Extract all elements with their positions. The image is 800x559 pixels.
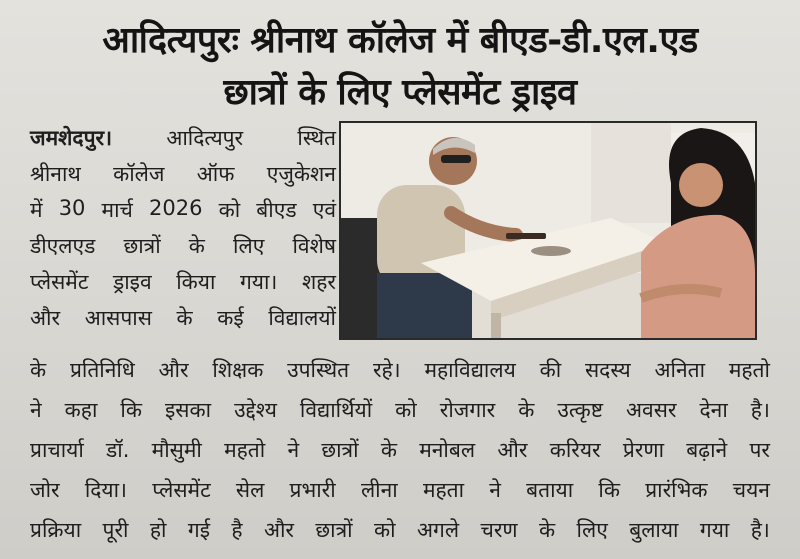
word: उपस्थित — [287, 358, 350, 382]
word: बढ़ाने — [686, 438, 728, 462]
word: लीना — [360, 478, 398, 502]
word: आसपास — [84, 306, 152, 330]
word: के — [380, 438, 397, 462]
word: है — [231, 518, 243, 542]
word: बीएड — [256, 198, 297, 222]
word: छात्रों — [315, 518, 353, 542]
word: अगले — [416, 518, 460, 542]
word: और — [158, 358, 189, 382]
word: विशेष — [292, 234, 336, 258]
word: सदस्य — [584, 358, 631, 382]
word: आदित्यपुर — [166, 126, 244, 150]
word: उत्कृष्ट — [557, 398, 603, 422]
word: प्रभारी — [289, 478, 336, 502]
word: देना — [699, 398, 728, 422]
word: लिए — [576, 518, 608, 542]
word: प्लेसमेंट — [152, 478, 211, 502]
word: किया — [176, 270, 216, 294]
word: कई — [217, 306, 244, 330]
word: प्राचार्या — [30, 438, 84, 462]
word: छात्रों — [321, 438, 359, 462]
word: रहे। — [372, 358, 401, 382]
word: लिए — [233, 234, 265, 258]
article-line — [30, 356, 770, 384]
word: कि — [120, 398, 142, 422]
word: श्रीनाथ — [30, 162, 81, 186]
word: है। — [750, 518, 770, 542]
word: बताया — [526, 478, 574, 502]
word: को — [395, 398, 417, 422]
word: में — [30, 198, 43, 222]
word: और — [30, 306, 61, 330]
article-line — [30, 304, 336, 332]
word: ने — [30, 398, 42, 422]
word: को — [374, 518, 396, 542]
word: विद्यालयों — [268, 306, 336, 330]
word: के — [518, 398, 535, 422]
word: उद्देश्य — [234, 398, 277, 422]
word: महाविद्यालय — [424, 358, 516, 382]
word: चयन — [732, 478, 770, 502]
word: की — [539, 358, 562, 382]
word: प्रारंभिक — [645, 478, 708, 502]
word: पूरी — [102, 518, 129, 542]
article-line — [30, 124, 336, 152]
word: के — [176, 306, 193, 330]
word: जोर — [30, 478, 60, 502]
word: ड्राइव — [112, 270, 152, 294]
word: प्रतिनिधि — [69, 358, 135, 382]
word: इसका — [165, 398, 212, 422]
word: मार्च — [101, 198, 133, 222]
article-line — [30, 160, 336, 188]
word: मनोबल — [419, 438, 476, 462]
word: मौसुमी — [151, 438, 202, 462]
word: को — [218, 198, 241, 222]
word: ने — [489, 478, 501, 502]
word: ने — [287, 438, 300, 462]
word: रोजगार — [439, 398, 496, 422]
word: अनिता — [654, 358, 706, 382]
article-line — [30, 196, 336, 224]
article-line — [30, 436, 770, 464]
word: प्रेरणा — [622, 438, 665, 462]
word: महतो — [728, 358, 770, 382]
article-line — [30, 396, 770, 424]
word: विद्यार्थियों — [299, 398, 373, 422]
headline-line-2: छात्रों के लिए प्लेसमेंट ड्राइव — [223, 72, 577, 113]
word: शिक्षक — [212, 358, 264, 382]
word: महता — [422, 478, 465, 502]
word: एवं — [312, 198, 336, 222]
word: है। — [750, 398, 770, 422]
word: हो — [149, 518, 167, 542]
word: अवसर — [626, 398, 677, 422]
word: के — [538, 518, 556, 542]
word: के — [188, 234, 205, 258]
word: 30 — [58, 196, 86, 220]
word: ऑफ — [196, 162, 235, 186]
word: दिया। — [84, 478, 128, 502]
word: कॉलेज — [113, 162, 165, 186]
word: गई — [187, 518, 211, 542]
word: कहा — [64, 398, 98, 422]
word: और — [497, 438, 528, 462]
article-line — [30, 268, 336, 296]
word: कि — [598, 478, 620, 502]
word: 2026 — [149, 196, 203, 220]
word: स्थित — [297, 126, 336, 150]
word: चरण — [480, 518, 518, 542]
word: पर — [749, 438, 770, 462]
article-photo — [339, 121, 757, 340]
photo-interview-scene — [341, 123, 755, 338]
word: महतो — [224, 438, 266, 462]
word: और — [263, 518, 295, 542]
article-line — [30, 232, 336, 260]
word: प्लेसमेंट — [30, 270, 89, 294]
word: डीएलएड — [30, 234, 96, 258]
dateline: जमशेदपुर। — [30, 126, 113, 150]
word: एजुकेशन — [266, 162, 336, 186]
word: छात्रों — [123, 234, 161, 258]
word: सेल — [235, 478, 265, 502]
word: गया। — [239, 270, 278, 294]
word: डॉ. — [106, 438, 130, 462]
word: प्रक्रिया — [30, 518, 82, 542]
word: गया — [699, 518, 730, 542]
word: के — [30, 358, 47, 382]
article-line — [30, 476, 770, 504]
headline-line-1: आदित्यपुरः श्रीनाथ कॉलेज में बीएड-डी.एल.एड — [102, 20, 698, 61]
word: शहर — [301, 270, 336, 294]
word: करियर — [549, 438, 601, 462]
article-line — [30, 516, 770, 544]
word: बुलाया — [629, 518, 679, 542]
